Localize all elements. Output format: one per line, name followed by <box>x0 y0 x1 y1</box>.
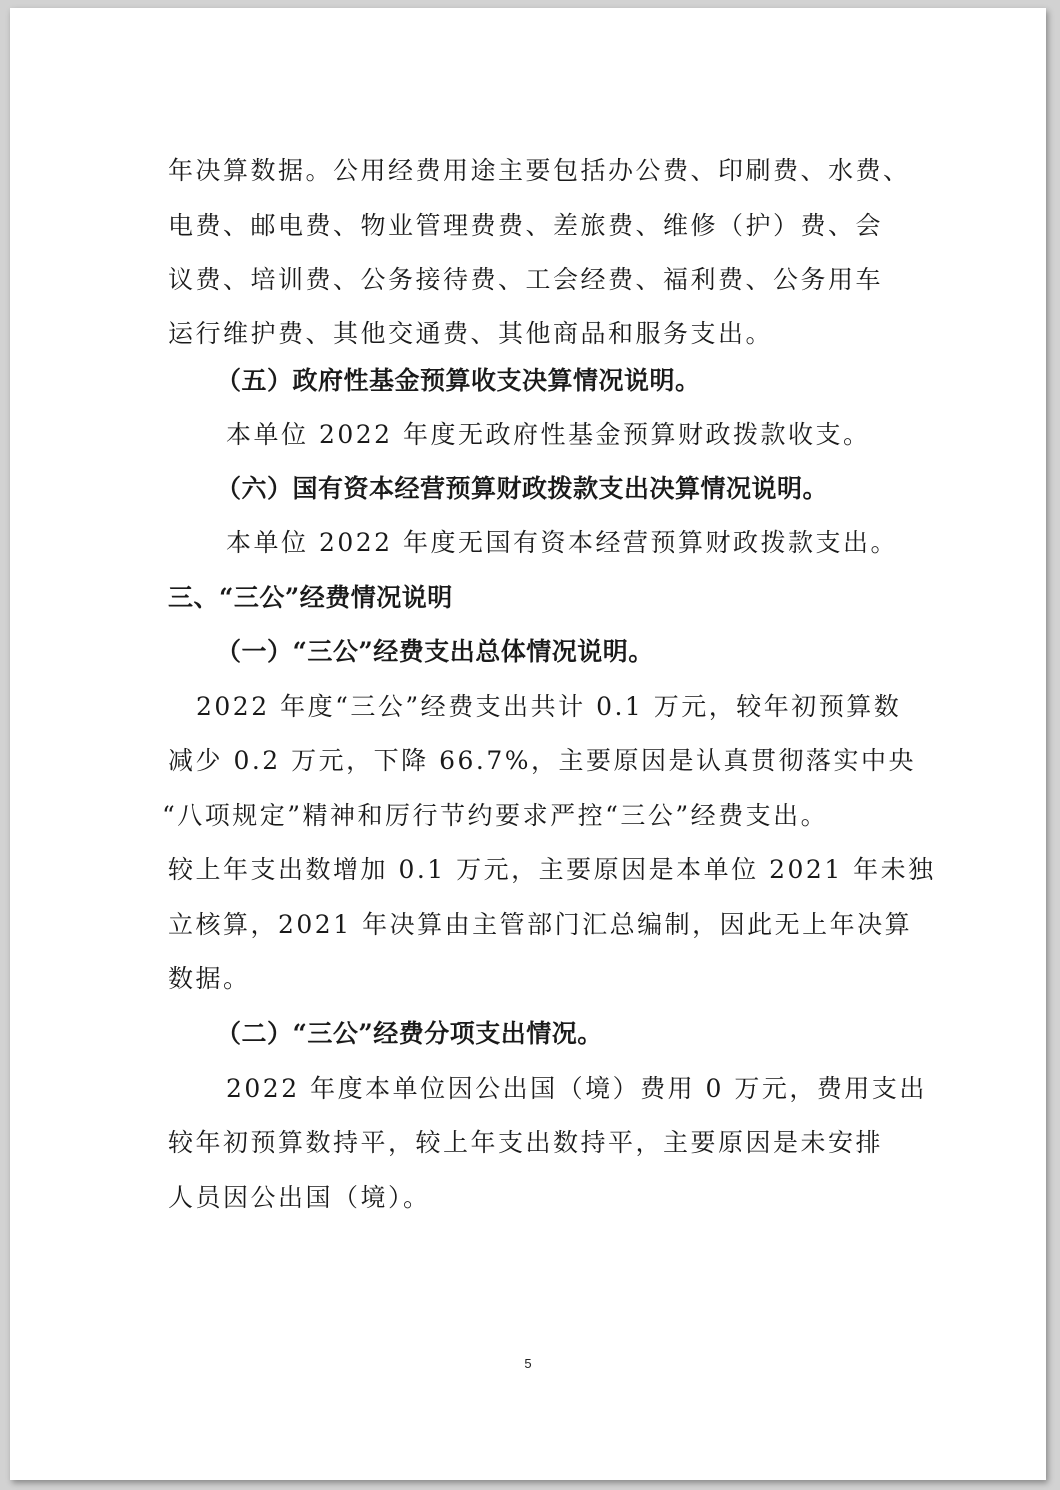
body-text-line: 电费、邮电费、物业管理费费、差旅费、维修（护）费、会 <box>168 211 884 240</box>
body-text-line: 数据。 <box>168 964 251 993</box>
body-text-line: 立核算，2021 年决算由主管部门汇总编制，因此无上年决算 <box>168 910 913 939</box>
body-text-line: 2022 年度“三公”经费支出共计 0.1 万元，较年初预算数 <box>196 692 902 721</box>
body-text-line: 本单位 2022 年度无国有资本经营预算财政拨款支出。 <box>226 528 899 557</box>
body-text-line: 2022 年度本单位因公出国（境）费用 0 万元，费用支出 <box>226 1074 927 1103</box>
body-text-line: “八项规定”精神和厉行节约要求严控“三公”经费支出。 <box>162 801 829 830</box>
body-text-line: 本单位 2022 年度无政府性基金预算财政拨款收支。 <box>226 420 871 449</box>
body-text-line: 议费、培训费、公务接待费、工会经费、福利费、公务用车 <box>168 265 884 294</box>
section-heading-one: （一）“三公”经费支出总体情况说明。 <box>216 637 654 666</box>
document-page <box>10 8 1046 1480</box>
body-text-line: 运行维护费、其他交通费、其他商品和服务支出。 <box>168 319 774 348</box>
body-text-line: 年决算数据。公用经费用途主要包括办公费、印刷费、水费、 <box>168 156 911 185</box>
body-text-line: 减少 0.2 万元，下降 66.7%，主要原因是认真贯彻落实中央 <box>168 746 917 775</box>
page-number: 5 <box>524 1356 532 1371</box>
body-text-line: 较年初预算数持平，较上年支出数持平，主要原因是未安排 <box>168 1128 884 1157</box>
section-heading-six: （六）国有资本经营预算财政拨款支出决算情况说明。 <box>216 474 829 503</box>
body-text-line: 较上年支出数增加 0.1 万元，主要原因是本单位 2021 年未独 <box>168 855 936 884</box>
section-heading-five: （五）政府性基金预算收支决算情况说明。 <box>216 366 701 395</box>
section-heading-two: （二）“三公”经费分项支出情况。 <box>216 1019 603 1048</box>
chapter-heading-three: 三、“三公”经费情况说明 <box>168 583 453 612</box>
body-text-line: 人员因公出国（境）。 <box>168 1183 431 1212</box>
